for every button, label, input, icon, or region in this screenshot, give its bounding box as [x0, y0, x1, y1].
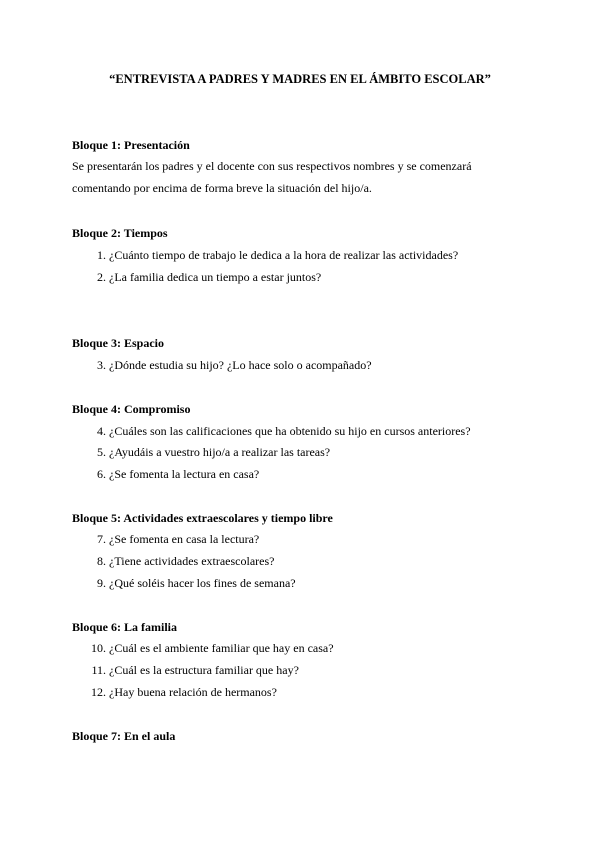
list-item — [72, 424, 542, 439]
list-item — [72, 248, 542, 263]
list-item — [72, 663, 542, 678]
item-number: 9. — [97, 576, 106, 590]
question-text: ¿La familia dedica un tiempo a estar juntos? — [109, 270, 322, 284]
list-item — [72, 358, 542, 373]
list-item — [72, 467, 542, 482]
block-3-heading: Bloque 3: Espacio — [72, 336, 165, 350]
block-1-heading: Bloque 1: Presentación — [72, 138, 190, 152]
question-text: ¿Se fomenta en casa la lectura? — [109, 532, 260, 546]
question-text: ¿Tiene actividades extraescolares? — [109, 554, 275, 568]
list-item — [72, 270, 542, 285]
list-item — [72, 576, 542, 591]
question-text: ¿Qué soléis hacer los fines de semana? — [109, 576, 296, 590]
item-number: 5. — [97, 445, 106, 459]
item-number: 3. — [97, 358, 106, 372]
item-number: 12. — [91, 685, 106, 699]
block-2-heading: Bloque 2: Tiempos — [72, 226, 168, 240]
question-text: ¿Cuál es la estructura familiar que hay? — [109, 663, 299, 677]
item-number: 10. — [91, 641, 106, 655]
question-text: ¿Se fomenta la lectura en casa? — [109, 467, 260, 481]
question-text: ¿Cuáles son las calificaciones que ha obtenido su hijo en cursos anteriores? — [109, 424, 471, 438]
question-text: ¿Cuánto tiempo de trabajo le dedica a la hora de realizar las actividades? — [109, 248, 459, 262]
block-5-heading: Bloque 5: Actividades extraescolares y tiempo libre — [72, 511, 333, 525]
list-item — [72, 445, 542, 460]
item-number: 11. — [91, 663, 106, 677]
list-item — [72, 554, 542, 569]
item-number: 4. — [97, 424, 106, 438]
item-number: 7. — [97, 532, 106, 546]
document-title: “ENTREVISTA A PADRES Y MADRES EN EL ÁMBITO ESCOLAR” — [109, 72, 491, 86]
question-text: ¿Dónde estudia su hijo? ¿Lo hace solo o acompañado? — [109, 358, 372, 372]
item-number: 2. — [97, 270, 106, 284]
block-6-heading: Bloque 6: La familia — [72, 620, 178, 634]
block-4-heading: Bloque 4: Compromiso — [72, 402, 191, 416]
item-number: 1. — [97, 248, 106, 262]
question-text: ¿Ayudáis a vuestro hijo/a a realizar las tareas? — [109, 445, 331, 459]
list-item — [72, 641, 542, 656]
list-item — [72, 685, 542, 700]
item-number: 6. — [97, 467, 106, 481]
item-number: 8. — [97, 554, 106, 568]
block-7-heading: Bloque 7: En el aula — [72, 729, 176, 743]
question-text: ¿Cuál es el ambiente familiar que hay en casa? — [109, 641, 334, 655]
question-text: ¿Hay buena relación de hermanos? — [109, 685, 277, 699]
block-1-paragraph: Se presentarán los padres y el docente con sus respectivos nombres y se comenzará comentando por encima de forma breve la situación del hijo/a. — [72, 159, 472, 195]
list-item — [72, 532, 542, 547]
